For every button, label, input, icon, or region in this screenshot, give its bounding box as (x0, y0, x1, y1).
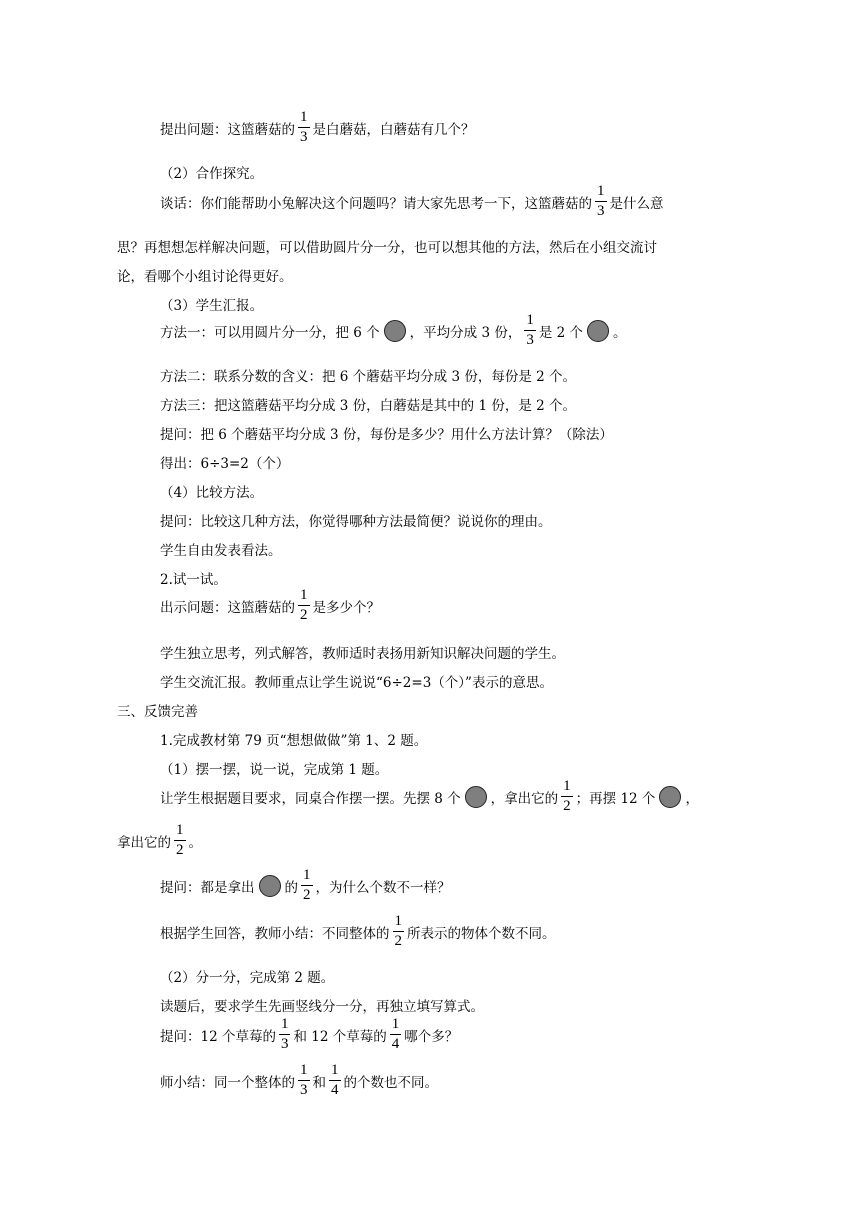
paragraph-line: 1.完成教材第 79 页“想想做做”第 1、2 题。 (160, 733, 428, 749)
summary-line: 师小结：同一个整体的 $\frac{1}{3}$ 和 $\frac{1}{4}$ 的个数也不同。 (160, 1062, 438, 1098)
gray-circle-disc-icon (659, 786, 681, 808)
paragraph-line: 谈话：你们能帮助小兔解决这个问题吗？请大家先思考一下，这篮蘑菇的 $\frac{1}{3}$ 是什么意 (160, 183, 664, 219)
fraction: $\frac{1}{2}$ (563, 778, 571, 814)
text: 提出问题：这篮蘑菇的 (160, 121, 295, 138)
fraction: $\frac{1}{2}$ (303, 867, 311, 903)
paragraph-line: 论，看哪个小组讨论得更好。 (117, 269, 293, 285)
text: 是白蘑菇，白蘑菇有几个？ (312, 121, 475, 138)
fraction: $\frac{1}{4}$ (391, 1016, 400, 1052)
paragraph-line: 拿出它的 $\frac{1}{2}$ 。 (117, 822, 202, 858)
gray-circle-disc-icon (384, 320, 406, 342)
fraction: $\frac{1}{3}$ (300, 1062, 308, 1098)
fraction: $\frac{1}{2}$ (394, 913, 402, 949)
method-one-line: 方法一：可以用圆片分一分，把 6 个 ，平均分成 3 份， $\frac{1}{3}$ 是 2 个 。 (160, 312, 627, 348)
chapter-heading: 三、反馈完善 (117, 704, 198, 720)
paragraph-line: 方法三：把这篮蘑菇平均分成 3 份，白蘑菇是其中的 1 份，是 2 个。 (160, 398, 577, 414)
fraction: $\frac{1}{4}$ (331, 1062, 339, 1098)
gray-circle-disc-icon (465, 786, 487, 808)
fraction: $\frac{1}{3}$ (526, 312, 534, 348)
paragraph-line: 学生交流汇报。教师重点让学生说说“6÷2=3（个）”表示的意思。 (160, 675, 553, 691)
gray-circle-disc-icon (587, 320, 609, 342)
gray-circle-disc-icon (259, 875, 281, 897)
question-line: 提问：12 个草莓的 $\frac{1}{3}$ 和 12 个草莓的 $\frac{1}{4}$ 哪个多？ (160, 1016, 459, 1052)
paragraph-line: 学生自由发表看法。 (160, 543, 282, 559)
fraction: $\frac{1}{2}$ (300, 587, 308, 623)
paragraph-line: 让学生根据题目要求，同桌合作摆一摆。先摆 8 个 ，拿出它的 $\frac{1}{2}$ ；再摆 12 个 ， (160, 778, 699, 814)
question-line: 提问：都是拿出 的 $\frac{1}{2}$ ，为什么个数不一样？ (160, 867, 451, 903)
section-heading: 2.试一试。 (160, 572, 227, 588)
section-heading: （4）比较方法。 (160, 485, 264, 501)
paragraph-line: 方法二：联系分数的含义：把 6 个蘑菇平均分成 3 份，每份是 2 个。 (160, 369, 577, 385)
paragraph-line: 得出：6÷3=2（个） (160, 456, 290, 472)
fraction: $\frac{1}{3}$ (280, 1016, 289, 1052)
paragraph-line: 学生独立思考，列式解答，教师适时表扬用新知识解决问题的学生。 (160, 646, 565, 662)
paragraph-line: 提问：把 6 个蘑菇平均分成 3 份，每份是多少？用什么方法计算？（除法） (160, 427, 613, 443)
section-heading: （2）分一分，完成第 2 题。 (160, 970, 335, 986)
fraction: $\frac{1}{3}$ (300, 109, 308, 145)
fraction: $\frac{1}{3}$ (597, 183, 605, 219)
section-heading: （1）摆一摆，说一说，完成第 1 题。 (160, 762, 389, 778)
paragraph-line: 提问：比较这几种方法，你觉得哪种方法最简便？说说你的理由。 (160, 514, 552, 530)
summary-line: 根据学生回答，教师小结：不同整体的 $\frac{1}{2}$ 所表示的物体个数不同。 (160, 913, 556, 949)
paragraph-line: 读题后，要求学生先画竖线分一分，再独立填写算式。 (160, 999, 484, 1015)
question-line (160, 110, 475, 145)
question-line: 出示问题：这篮蘑菇的 $\frac{1}{2}$ 是多少个？ (160, 587, 380, 623)
section-heading: （3）学生汇报。 (160, 298, 264, 314)
paragraph-line: 思？再想想怎样解决问题，可以借助圆片分一分，也可以想其他的方法，然后在小组交流讨 (117, 240, 657, 256)
section-heading: （2）合作探究。 (160, 166, 264, 182)
fraction: $\frac{1}{2}$ (176, 822, 184, 858)
